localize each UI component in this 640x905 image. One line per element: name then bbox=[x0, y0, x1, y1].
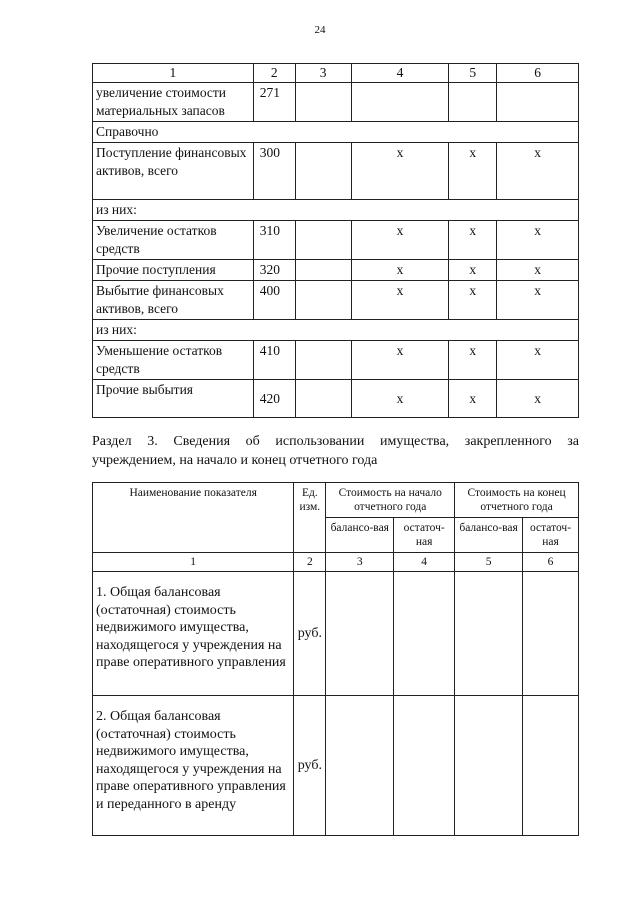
table-row bbox=[93, 281, 579, 320]
row-cell-3 bbox=[295, 83, 351, 122]
row-cell-5: x bbox=[449, 143, 497, 200]
header-unit: Ед. изм. bbox=[294, 483, 326, 553]
row-cell-4: x bbox=[351, 380, 449, 418]
value-cell-3 bbox=[326, 696, 394, 836]
row-cell-4: x bbox=[351, 221, 449, 260]
table-row bbox=[93, 696, 579, 836]
section-3-title-text: Раздел 3. Сведения об использовании имущества, закрепленного за учреждением, на начало и конец отчетного года bbox=[92, 434, 579, 468]
row-cell-3 bbox=[295, 260, 351, 281]
row-cell-6: x bbox=[497, 341, 579, 380]
row-name: 1. Общая балансовая (остаточная) стоимость недвижимого имущества, находящегося у учреждения на праве оперативного управления bbox=[93, 572, 294, 696]
table-row bbox=[93, 260, 579, 281]
row-cell-6: x bbox=[497, 281, 579, 320]
value-cell-5 bbox=[455, 696, 523, 836]
row-name: 2. Общая балансовая (остаточная) стоимость недвижимого имущества, находящегося у учреждения на праве оперативного управления и переданного в аренду bbox=[93, 696, 294, 836]
row-cell-3 bbox=[295, 281, 351, 320]
row-cell-5: x bbox=[449, 260, 497, 281]
row-cell-4: x bbox=[351, 143, 449, 200]
row-cell-6 bbox=[497, 83, 579, 122]
table-row bbox=[93, 572, 579, 696]
header-cell: 1 bbox=[93, 64, 254, 83]
column-number: 3 bbox=[326, 553, 394, 572]
row-cell-6: x bbox=[497, 143, 579, 200]
row-cell-3 bbox=[295, 143, 351, 200]
table-row bbox=[93, 83, 579, 122]
row-name: Выбытие финансовых активов, всего bbox=[93, 281, 254, 320]
column-number: 1 bbox=[93, 553, 294, 572]
row-cell-6: x bbox=[497, 260, 579, 281]
financial-table-body bbox=[93, 64, 579, 418]
value-cell-4 bbox=[394, 572, 455, 696]
table-header-row bbox=[93, 483, 579, 518]
row-cell-5: x bbox=[449, 221, 497, 260]
subheader-residual: остаточ-ная bbox=[523, 518, 579, 553]
value-cell-6 bbox=[523, 572, 579, 696]
column-number: 4 bbox=[394, 553, 455, 572]
row-name: Прочие поступления bbox=[93, 260, 254, 281]
header-start-value: Стоимость на начало отчетного года bbox=[326, 483, 455, 518]
header-cell: 4 bbox=[351, 64, 449, 83]
section-label: из них: bbox=[93, 200, 579, 221]
row-code: 300 bbox=[253, 143, 295, 200]
row-code: 400 bbox=[253, 281, 295, 320]
subheader-residual: остаточ-ная bbox=[394, 518, 455, 553]
column-number: 2 bbox=[294, 553, 326, 572]
row-name: увеличение стоимости материальных запасов bbox=[93, 83, 254, 122]
row-cell-6: x bbox=[497, 380, 579, 418]
row-cell-3 bbox=[295, 380, 351, 418]
row-code: 420 bbox=[253, 380, 295, 418]
column-number: 5 bbox=[455, 553, 523, 572]
section-label: из них: bbox=[93, 320, 579, 341]
row-cell-5: x bbox=[449, 281, 497, 320]
row-name: Увеличение остатков средств bbox=[93, 221, 254, 260]
value-cell-5 bbox=[455, 572, 523, 696]
row-cell-4: x bbox=[351, 260, 449, 281]
column-number-row bbox=[93, 553, 579, 572]
table-header-row bbox=[93, 64, 579, 83]
row-cell-4: x bbox=[351, 341, 449, 380]
subheader-balance: балансо-вая bbox=[455, 518, 523, 553]
header-cell: 3 bbox=[295, 64, 351, 83]
row-cell-3 bbox=[295, 341, 351, 380]
property-table-body bbox=[93, 483, 579, 836]
row-cell-4: x bbox=[351, 281, 449, 320]
header-end-value: Стоимость на конец отчетного года bbox=[455, 483, 579, 518]
row-cell-3 bbox=[295, 221, 351, 260]
row-cell-6: x bbox=[497, 221, 579, 260]
header-cell: 2 bbox=[253, 64, 295, 83]
row-cell-4 bbox=[351, 83, 449, 122]
financial-table bbox=[92, 63, 579, 418]
value-cell-4 bbox=[394, 696, 455, 836]
subheader-balance: балансо-вая bbox=[326, 518, 394, 553]
header-name: Наименование показателя bbox=[93, 483, 294, 553]
row-unit: руб. bbox=[294, 572, 326, 696]
table-row bbox=[93, 221, 579, 260]
table-row bbox=[93, 341, 579, 380]
row-cell-5: x bbox=[449, 380, 497, 418]
row-code: 410 bbox=[253, 341, 295, 380]
section-3-title bbox=[92, 432, 579, 470]
header-cell: 5 bbox=[449, 64, 497, 83]
row-code: 320 bbox=[253, 260, 295, 281]
row-name: Прочие выбытия bbox=[93, 380, 254, 418]
table-row bbox=[93, 380, 579, 418]
value-cell-3 bbox=[326, 572, 394, 696]
row-code: 271 bbox=[253, 83, 295, 122]
row-cell-5: x bbox=[449, 341, 497, 380]
column-number: 6 bbox=[523, 553, 579, 572]
section-row bbox=[93, 122, 579, 143]
section-label: Справочно bbox=[93, 122, 579, 143]
page-number: 24 bbox=[314, 24, 326, 36]
table-row bbox=[93, 143, 579, 200]
section-row bbox=[93, 320, 579, 341]
value-cell-6 bbox=[523, 696, 579, 836]
section-row bbox=[93, 200, 579, 221]
header-cell: 6 bbox=[497, 64, 579, 83]
property-table bbox=[92, 482, 579, 836]
row-name: Уменьшение остатков средств bbox=[93, 341, 254, 380]
row-cell-5 bbox=[449, 83, 497, 122]
row-name: Поступление финансовых активов, всего bbox=[93, 143, 254, 200]
row-code: 310 bbox=[253, 221, 295, 260]
row-unit: руб. bbox=[294, 696, 326, 836]
